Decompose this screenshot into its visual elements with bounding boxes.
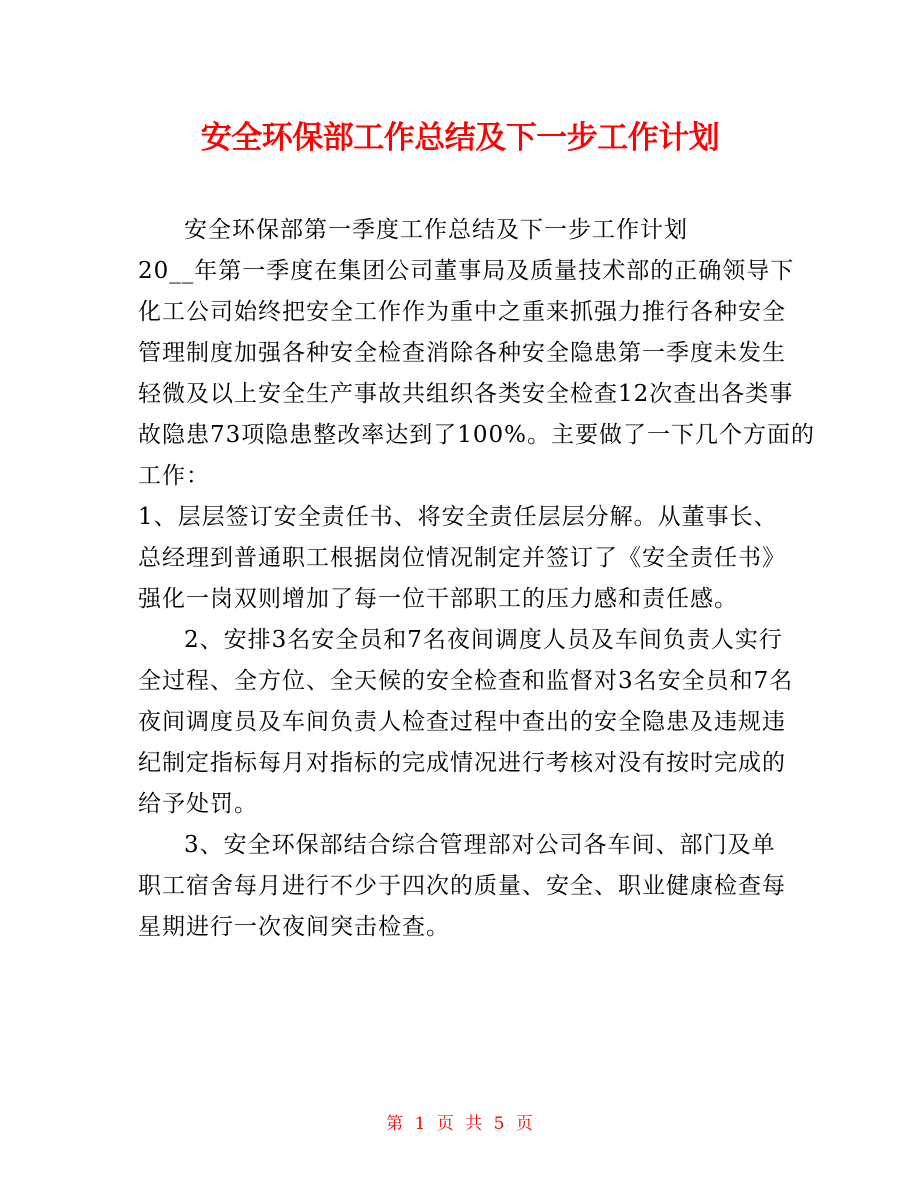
paragraph-line: 故隐患73项隐患整改率达到了100%。主要做了一下几个方面的 (138, 422, 816, 448)
document-title: 安全环保部工作总结及下一步工作计划 (200, 120, 720, 156)
paragraph-line: 给予处罚。 (138, 791, 258, 817)
paragraph-line: 2、安排3名安全员和7名夜间调度人员及车间负责人实行 (184, 627, 783, 653)
paragraph-line: 工作： (138, 463, 210, 489)
paragraph-line: 管理制度加强各种安全检查消除各种安全隐患第一季度未发生 (138, 340, 786, 366)
document-body (138, 210, 816, 948)
paragraph-line: 20__年第一季度在集团公司董事局及质量技术部的正确领导下 (138, 258, 795, 284)
paragraph-line: 化工公司始终把安全工作作为重中之重来抓强力推行各种安全 (138, 299, 786, 325)
paragraph-line: 轻微及以上安全生产事故共组织各类安全检查12次查出各类事 (138, 381, 794, 407)
paragraph-line: 夜间调度员及车间负责人检查过程中查出的安全隐患及违规违 (138, 709, 786, 735)
paragraph-line: 3、安全环保部结合综合管理部对公司各车间、部门及单 (184, 832, 776, 858)
page-footer: 第 1 页 共 5 页 (386, 1114, 534, 1134)
paragraph-line: 强化一岗双则增加了每一位干部职工的压力感和责任感。 (138, 586, 738, 612)
subtitle-line: 安全环保部第一季度工作总结及下一步工作计划 (184, 217, 688, 243)
paragraph-line: 总经理到普通职工根据岗位情况制定并签订了《安全责任书》 (138, 545, 786, 571)
paragraph-line: 1、层层签订安全责任书、将安全责任层层分解。从董事长、 (138, 504, 778, 530)
paragraph-line: 星期进行一次夜间突击检查。 (138, 914, 450, 940)
paragraph-line: 全过程、全方位、全天候的安全检查和监督对3名安全员和7名 (138, 668, 794, 694)
paragraph-line: 纪制定指标每月对指标的完成情况进行考核对没有按时完成的 (138, 750, 786, 776)
paragraph-line: 职工宿舍每月进行不少于四次的质量、安全、职业健康检查每 (138, 873, 786, 899)
